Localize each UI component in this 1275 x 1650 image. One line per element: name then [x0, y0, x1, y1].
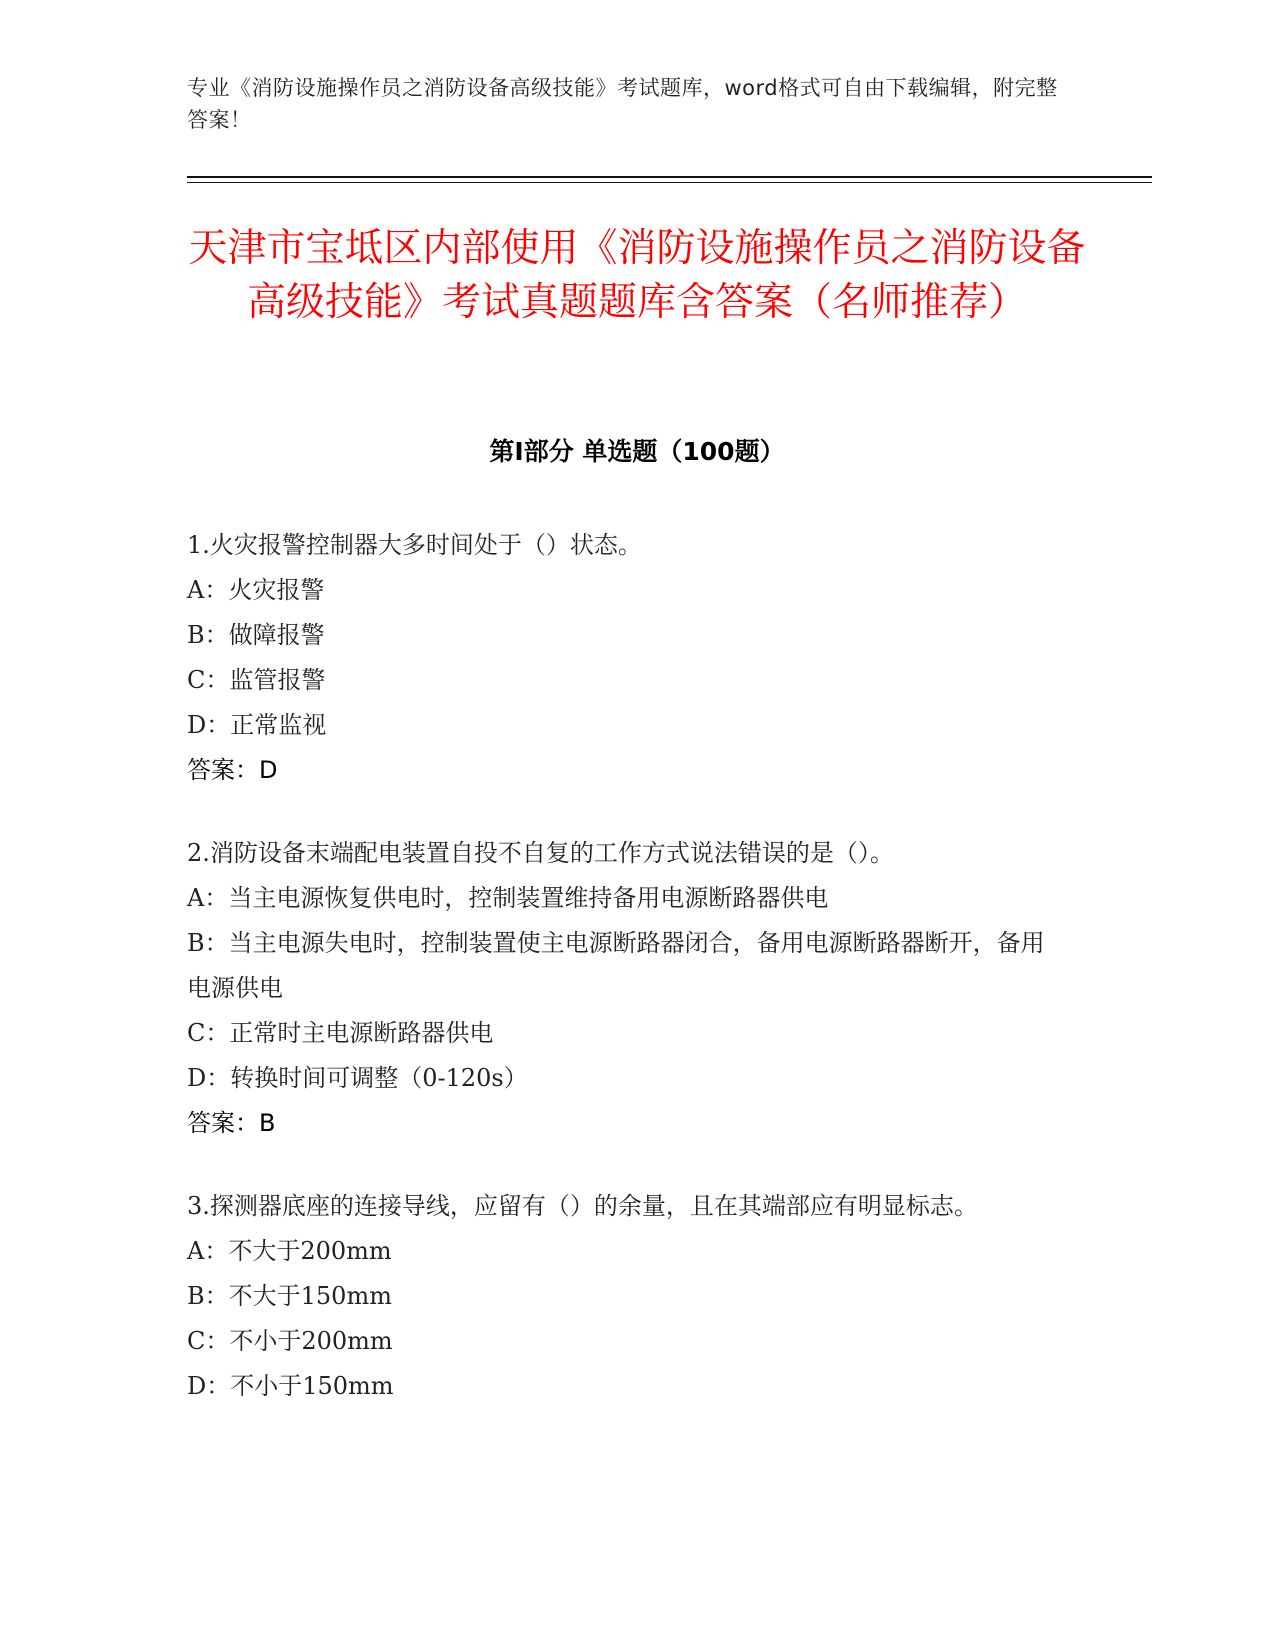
question-option: A：当主电源恢复供电时，控制装置维持备用电源断路器供电	[187, 884, 829, 912]
header-note: 专业《消防设施操作员之消防设备高级技能》考试题库，word格式可自由下载编辑，附完整答案！	[187, 76, 1058, 132]
question-option: D：不小于150mm	[187, 1372, 394, 1400]
question-option: A：火灾报警	[187, 576, 325, 604]
question-option: C：不小于200mm	[187, 1327, 393, 1355]
section-heading: 第I部分 单选题（100题）	[489, 437, 785, 466]
question-item	[187, 1184, 1067, 1409]
question-option: B：做障报警	[187, 621, 325, 649]
header-rule-thin	[187, 182, 1152, 183]
question-list	[187, 523, 1067, 1447]
question-answer: 答案：D	[187, 756, 278, 784]
question-option: B：不大于150mm	[187, 1282, 392, 1310]
question-option: C：监管报警	[187, 666, 326, 694]
header-rule-thick	[187, 176, 1152, 178]
question-option: D：转换时间可调整（0-120s）	[187, 1064, 528, 1092]
question-answer: 答案：B	[187, 1109, 276, 1137]
question-option: D：正常监视	[187, 711, 327, 739]
question-stem: 1.火灾报警控制器大多时间处于（）状态。	[187, 531, 642, 559]
question-item	[187, 831, 1067, 1146]
document-title: 天津市宝坻区内部使用《消防设施操作员之消防设备高级技能》考试真题题库含答案（名师推荐）	[188, 226, 1086, 325]
question-item	[187, 523, 1067, 793]
question-stem: 3.探测器底座的连接导线，应留有（）的余量，且在其端部应有明显标志。	[187, 1192, 978, 1220]
question-stem: 2.消防设备末端配电装置自投不自复的工作方式说法错误的是（）。	[187, 839, 894, 867]
question-option: A：不大于200mm	[187, 1237, 392, 1265]
question-option: B：当主电源失电时，控制装置使主电源断路器闭合，备用电源断路器断开，备用电源供电	[187, 929, 1045, 1002]
question-option: C：正常时主电源断路器供电	[187, 1019, 494, 1047]
